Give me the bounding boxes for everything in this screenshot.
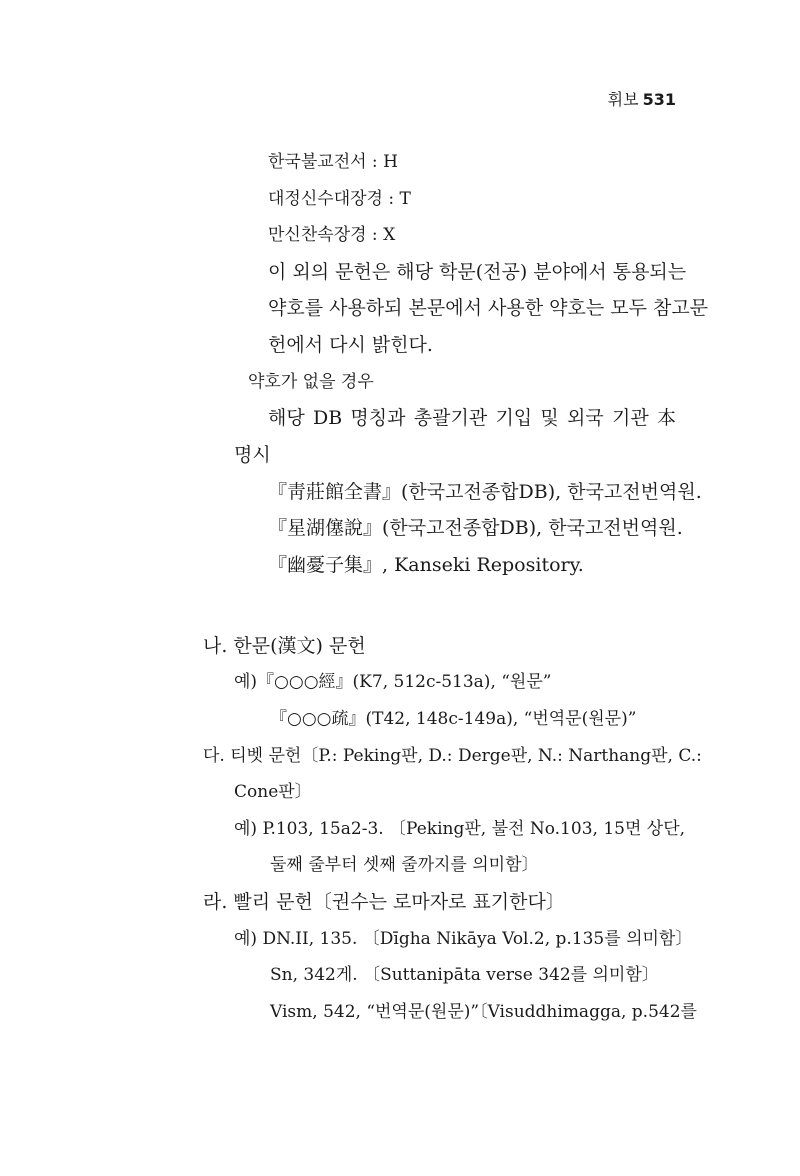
page-number: 531 — [642, 90, 676, 109]
text-line: 해당 DB 명칭과 총괄기관 기입 및 외국 기관 本 — [268, 407, 676, 429]
text-line: Vism, 542, “번역문(원문)”〔Visuddhimagga, p.542를 — [270, 1002, 697, 1022]
section-heading: 라. 빨리 문헌〔권수는 로마자로 표기한다〕 — [203, 891, 565, 913]
text-line: 헌에서 다시 밝힌다. — [268, 334, 433, 356]
text-line: 명시 — [234, 444, 271, 466]
text-line: 『靑莊館全書』(한국고전종합DB), 한국고전번역원. — [268, 481, 702, 503]
text-line: 한국불교전서 : H — [268, 152, 398, 172]
section-heading: 나. 한문(漢文) 문헌 — [203, 635, 366, 657]
text-line: 예)『○○○經』(K7, 512c-513a), “원문” — [234, 672, 552, 692]
text-line: 대정신수대장경 : T — [268, 189, 411, 209]
header-label: 휘보 — [607, 90, 639, 109]
section-heading: 다. 티벳 문헌〔P.: Peking판, D.: Derge판, N.: Narthang판, C.: — [203, 746, 702, 766]
text-line: 약호가 없을 경우 — [248, 372, 374, 392]
text-line: 『星湖僿說』(한국고전종합DB), 한국고전번역원. — [268, 517, 683, 539]
running-header — [608, 87, 676, 110]
text-line: 『○○○疏』(T42, 148c-149a), “번역문(원문)” — [270, 709, 637, 729]
text-line: 이 외의 문헌은 해당 학문(전공) 분야에서 통용되는 — [268, 261, 687, 283]
text-line: 둘째 줄부터 셋째 줄까지를 의미함〕 — [270, 855, 539, 875]
text-line: 예) P.103, 15a2-3. 〔Peking판, 불전 No.103, 15면 상단, — [234, 819, 686, 839]
text-line: 약호를 사용하되 본문에서 사용한 약호는 모두 참고문 — [268, 297, 709, 319]
text-line: Cone판〕 — [234, 782, 312, 802]
text-line: 『幽憂子集』, Kanseki Repository. — [268, 554, 584, 576]
text-line: Sn, 342게. 〔Suttanipāta verse 342를 의미함〕 — [270, 965, 659, 985]
text-line: 만신찬속장경 : X — [268, 225, 396, 245]
text-line: 예) DN.II, 135. 〔Dīgha Nikāya Vol.2, p.135를 의미함〕 — [234, 929, 693, 949]
